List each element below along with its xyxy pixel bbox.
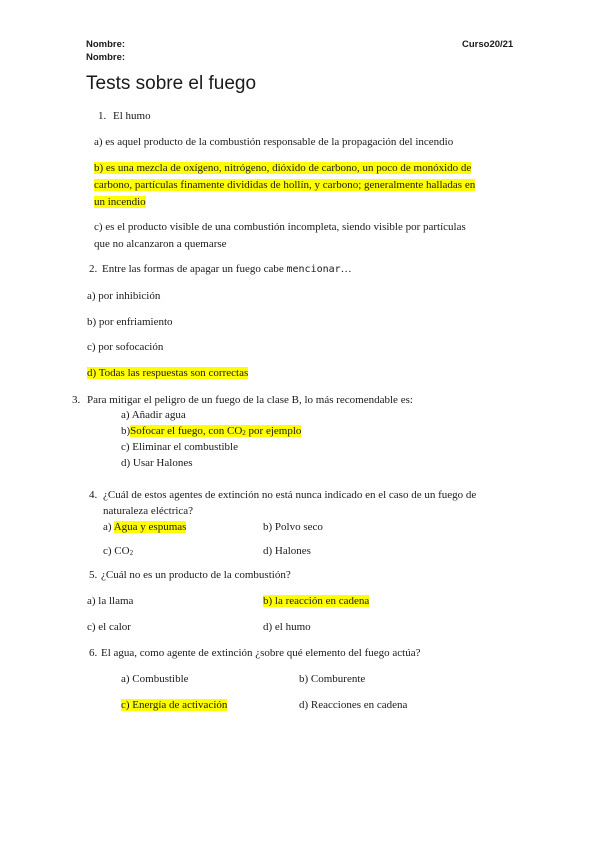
q2-option-d-text: d) Todas las respuestas son correctas [87,367,249,379]
q4-option-a-text: Agua y espumas [113,521,187,533]
q4-number: 4. [89,489,98,501]
q2-question-text: Entre las formas de apagar un fuego cabe [102,263,284,275]
q2-option-b: b) por enfriamiento [87,316,173,328]
q3-option-b-sub: 2 [242,429,246,437]
q2-number: 2. [89,263,98,275]
q5-option-b [263,594,369,608]
q3-option-b-pre: Sofocar el fuego, con CO [130,425,243,437]
q5-option-d: d) el humo [263,621,311,633]
q6-number: 6. [89,647,98,659]
q2-option-c: c) por sofocación [87,341,164,353]
q5-number: 5. [89,569,98,581]
q4-option-a [103,520,186,534]
q1-option-b-line3 [94,195,146,209]
q2-question [102,262,352,277]
q1-option-c-line2: que no alcanzaron a quemarse [94,238,227,250]
q3-option-c: c) Eliminar el combustible [121,441,238,453]
q4-option-d: d) Halones [263,545,311,557]
q2-option-a: a) por inhibición [87,290,161,302]
q5-option-c: c) el calor [87,621,131,633]
q1-option-b-line1-text: b) es una mezcla de oxígeno, nitrógeno, dióxido de carbono, un poco de monóxido de [94,162,472,174]
q4-option-a-prefix: a) [103,521,112,533]
q6-option-b: b) Comburente [299,673,366,685]
page-title: Tests sobre el fuego [86,73,257,94]
q1-option-b-line1 [94,161,471,175]
q3-question: Para mitigar el peligro de un fuego de la clase B, lo más recomendable es: [87,394,413,406]
q3-option-b-post: por ejemplo [245,425,302,437]
nombre-label-2: Nombre: [86,52,126,63]
q1-option-c-line1: c) es el producto visible de una combustión incompleta, siendo visible por partículas [94,221,466,233]
q6-question: El agua, como agente de extinción ¿sobre qué elemento del fuego actúa? [101,647,421,659]
q3-number: 3. [72,394,81,406]
q4-option-c-sub: 2 [129,549,134,557]
curso-label: Curso20/21 [462,39,514,50]
q4-option-c-pre: c) CO [103,545,130,557]
q2-question-word: mencionar [286,264,341,275]
q1-option-b-line3-text: un incendio [94,196,146,208]
q6-option-c-text: c) Energía de activación [121,699,228,711]
q2-option-d [87,366,248,380]
q4-option-c [103,544,133,558]
q1-option-a: a) es aquel producto de la combustión responsable de la propagación del incendio [94,136,454,148]
q4-option-b: b) Polvo seco [263,521,323,533]
q5-option-a: a) la llama [87,595,134,607]
q6-option-c [121,698,227,712]
q3-option-d: d) Usar Halones [121,457,193,469]
q6-option-d: d) Reacciones en cadena [299,699,408,711]
q5-question: ¿Cuál no es un producto de la combustión? [101,569,291,581]
q1-option-b-line2 [94,178,475,192]
nombre-label-1: Nombre: [86,39,126,50]
q1-option-b-line2-text: carbono, partículas finamente divididas de hollín, y carbono; generalmente halladas en [94,179,476,191]
q3-option-b-prefix: b) [121,425,131,437]
q2-question-ellipsis: … [340,263,352,275]
q4-question-line2: naturaleza eléctrica? [103,505,194,517]
q6-option-a: a) Combustible [121,673,189,685]
q4-question-line1: ¿Cuál de estos agentes de extinción no está nunca indicado en el caso de un fuego de [103,489,477,501]
q3-option-b [121,424,301,438]
q5-option-b-text: b) la reacción en cadena [263,595,370,607]
q3-option-b-highlight [130,425,301,437]
q1-number: 1. [98,110,107,122]
q3-option-a: a) Añadir agua [121,409,186,421]
q1-question: El humo [113,110,151,122]
